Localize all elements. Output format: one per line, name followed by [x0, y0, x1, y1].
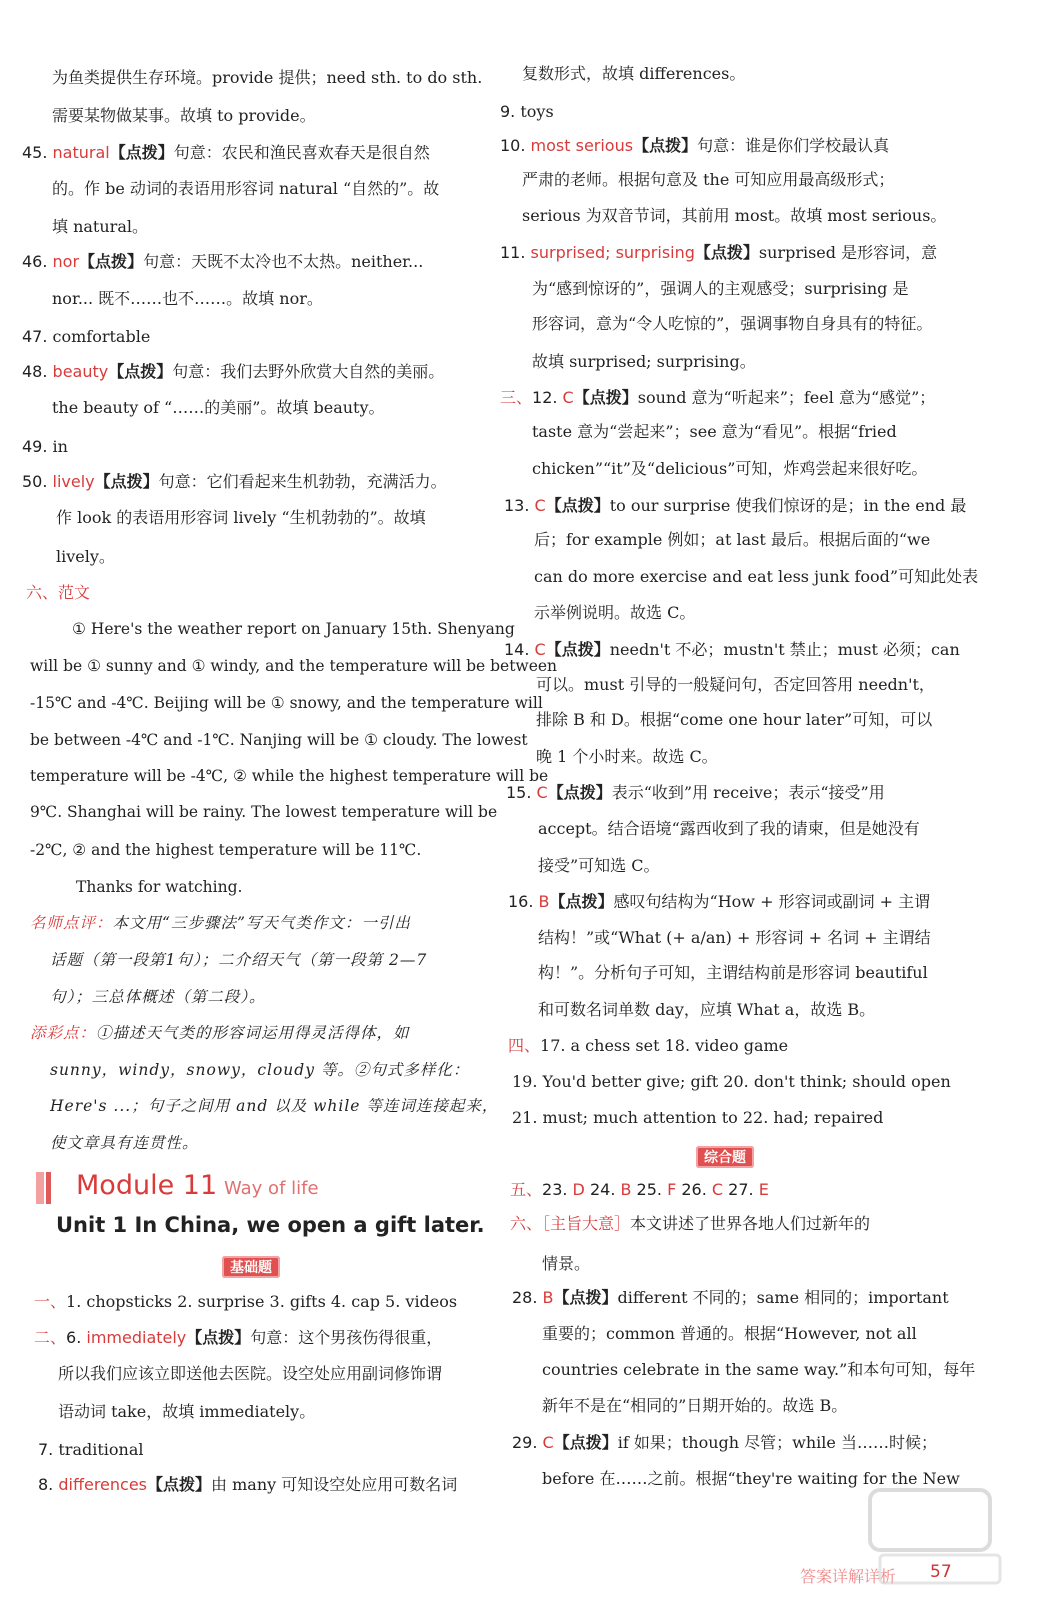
hint-tag: 【点拨】 — [547, 783, 612, 802]
line-text: lively。 — [56, 547, 115, 566]
text-line — [522, 64, 745, 84]
answer: lively — [52, 472, 95, 491]
text-line — [52, 289, 323, 309]
line-text: can do more exercise and eat less junk food”可知此处表 — [534, 567, 979, 586]
line-text: 使文章具有连贯性。 — [50, 1134, 199, 1152]
text-line — [50, 1096, 498, 1116]
line-text: if 如果；though 尽管；while 当……时候； — [617, 1433, 937, 1452]
line-text: toys — [520, 102, 554, 121]
text-line — [52, 398, 385, 418]
text-line — [500, 136, 889, 156]
line-text: 作 look 的表语用形容词 lively “生机勃勃的”。故填 — [56, 508, 426, 527]
line-text: 需要某物做某事。故填 to provide。 — [52, 106, 316, 125]
line-text: 本文讲述了世界各地人们过新年的 — [630, 1214, 871, 1233]
line-text: 19. You'd better give; gift 20. don't think; should open — [512, 1072, 951, 1091]
line-text: 句意：天既不太冷也不太热。neither... — [143, 252, 424, 271]
hint-tag: 【点拨】 — [545, 640, 610, 659]
text-line — [542, 1396, 847, 1416]
text-line — [52, 68, 482, 88]
hint-tag: 【点拨】 — [553, 1433, 618, 1452]
line-text: Here's ...；句子之间用 and 以及 while 等连词连接起来， — [50, 1097, 499, 1115]
line-text: 形容词，意为“令人吃惊的”，强调事物自身具有的特征。 — [532, 314, 933, 333]
section-number: 三、 — [500, 388, 533, 407]
hint-tag: 【点拨】 — [633, 136, 698, 155]
text-line — [22, 327, 150, 347]
hint-tag: 【点拨】 — [553, 1288, 618, 1307]
question-number: 27. — [728, 1180, 759, 1199]
module-bar-icon — [36, 1172, 44, 1204]
section-heading: 六、范文 — [26, 583, 91, 602]
text-line — [30, 730, 528, 750]
question-number: 25. — [636, 1180, 668, 1199]
text-line — [500, 388, 935, 408]
text-line — [538, 819, 920, 839]
text-line — [50, 950, 427, 970]
text-line — [542, 1360, 975, 1380]
text-line — [542, 1254, 590, 1274]
module-subtitle: Way of life — [224, 1178, 319, 1199]
line-text: accept。结合语境“露西收到了我的请柬，但是她没有 — [538, 819, 920, 838]
text-line — [52, 217, 148, 237]
text-line — [50, 1133, 199, 1153]
answer: B — [538, 892, 550, 911]
text-line — [504, 496, 966, 516]
answer: C — [534, 640, 546, 659]
text-line — [38, 1440, 143, 1460]
hint-tag: 【点拨】 — [186, 1328, 251, 1347]
answer: C — [534, 496, 546, 515]
line-text: 为“感到惊讶的”，强调人的主观感受；surprising 是 — [532, 279, 909, 298]
line-text: 排除 B 和 D。根据“come one hour later”可知，可以 — [536, 710, 933, 729]
text-line — [512, 1288, 949, 1308]
line-text: the beauty of “……的美丽”。故填 beauty。 — [52, 398, 385, 417]
text-line — [30, 913, 411, 933]
text-line — [504, 640, 960, 660]
hint-tag: 【点拨】 — [147, 1475, 212, 1494]
line-text: surprised 是形容词，意 — [758, 243, 938, 262]
question-number: 46. — [22, 252, 53, 271]
line-text: temperature will be -4℃, ② while the highest temperature will be — [30, 767, 549, 785]
section-number: 二、 — [34, 1328, 67, 1347]
section-number: 四、 — [508, 1036, 541, 1055]
line-text: serious 为双音节词，其前用 most。故填 most serious。 — [522, 206, 947, 225]
question-number: 48. — [22, 362, 53, 381]
text-line — [22, 472, 447, 492]
text-line — [34, 1292, 457, 1312]
question-number: 26. — [681, 1180, 712, 1199]
line-text: countries celebrate in the same way.”和本句可知，每年 — [542, 1360, 976, 1379]
hint-tag: 【点拨】 — [108, 362, 173, 381]
line-text: different 不同的；same 相同的；important — [617, 1288, 949, 1307]
answer: differences — [58, 1475, 148, 1494]
text-line — [30, 766, 548, 786]
answer: C — [542, 1433, 554, 1452]
line-text: 重要的；common 普通的。根据“However, not all — [542, 1324, 917, 1343]
question-number: 13. — [504, 496, 535, 515]
text-line — [512, 1072, 951, 1092]
note-label: 添彩点： — [30, 1024, 97, 1042]
line-text: 21. must; much attention to 22. had; repaired — [512, 1108, 884, 1127]
text-line — [30, 656, 557, 676]
text-line — [536, 675, 935, 695]
footer-label: 答案详解详析 — [800, 1567, 897, 1586]
line-text: 情景。 — [542, 1254, 591, 1273]
text-line — [532, 352, 756, 372]
line-text: 句意：谁是你们学校最认真 — [697, 136, 890, 155]
question-number: 6. — [66, 1328, 87, 1347]
line-text: 由 many 可知设空处应用可数名词 — [211, 1475, 458, 1494]
text-line — [538, 928, 931, 948]
line-text: 9℃. Shanghai will be rainy. The lowest temperature will be — [30, 803, 498, 821]
line-text: 17. a chess set 18. video game — [540, 1036, 789, 1055]
module-bar-accent — [46, 1172, 51, 1204]
text-line — [532, 422, 897, 442]
line-text: 句）；三总体概述（第二段）。 — [50, 988, 266, 1006]
text-line — [30, 693, 543, 713]
text-line — [510, 1214, 870, 1234]
question-number: 24. — [589, 1180, 621, 1199]
text-line — [38, 1475, 457, 1495]
answer: natural — [52, 143, 110, 162]
line-text: comfortable — [52, 327, 151, 346]
line-text: to our surprise 使我们惊讶的是；in the end 最 — [609, 496, 967, 515]
line-text: 和可数名词单数 day，应填 What a，故选 B。 — [538, 1000, 876, 1019]
text-line — [52, 179, 439, 199]
line-text: be between -4℃ and -1℃. Nanjing will be ① cloudy. The lowest — [30, 731, 528, 749]
line-text: 填 natural。 — [52, 217, 148, 236]
line-text: 话题（第一段第1句）；二介绍天气（第一段第 2—7 — [50, 951, 428, 969]
line-text: sound 意为“听起来”；feel 意为“感觉”； — [637, 388, 936, 407]
line-text: 严肃的老师。根据句意及 the 可知应用最高级形式； — [522, 170, 895, 189]
text-line — [538, 1000, 875, 1020]
text-line — [22, 252, 423, 272]
line-text: 后；for example 例如；at last 最后。根据后面的“we — [534, 530, 931, 549]
line-text: taste 意为“尝起来”；see 意为“看见”。根据“fried — [532, 422, 897, 441]
line-text: 为鱼类提供生存环境。provide 提供；need sth. to do sth. — [52, 68, 483, 87]
text-line — [58, 1364, 442, 1384]
hint-tag: 【点拨】 — [694, 243, 759, 262]
line-text: 感叹句结构为“How + 形容词或副词 + 主谓 — [613, 892, 931, 911]
hint-tag: 【点拨】 — [79, 252, 144, 271]
line-text: needn't 不必；mustn't 禁止；must 必须；can — [609, 640, 960, 659]
watermark-logo-icon — [840, 1470, 1010, 1590]
unit-title: Unit 1 In China, we open a gift later. — [56, 1213, 485, 1237]
text-line — [500, 243, 937, 263]
hint-tag: 【点拨】 — [94, 472, 159, 491]
hint-tag: 【点拨】 — [573, 388, 638, 407]
line-text: in — [52, 437, 68, 456]
question-number: 28. — [512, 1288, 543, 1307]
line-text: 构！”。分析句子可知，主谓结构前是形容词 beautiful — [538, 963, 928, 982]
line-text: 句意：农民和渔民喜欢春天是很自然 — [173, 143, 430, 162]
answer: surprised; surprising — [530, 243, 695, 262]
text-line — [56, 547, 115, 567]
line-text: 可以。must 引导的一般疑问句，否定回答用 needn't， — [536, 675, 935, 694]
line-text: sunny，windy，snowy，cloudy 等。②句式多样化： — [50, 1061, 470, 1079]
question-number: 14. — [504, 640, 535, 659]
answer: B — [542, 1288, 554, 1307]
line-text: 表示“收到”用 receive；表示“接受”用 — [611, 783, 885, 802]
text-line — [50, 987, 266, 1007]
text-line — [512, 1433, 937, 1453]
line-text: 句意：它们看起来生机勃勃，充满活力。 — [158, 472, 447, 491]
text-line — [22, 437, 68, 457]
line-text: 1. chopsticks 2. surprise 3. gifts 4. cap 5. videos — [66, 1292, 458, 1311]
text-line — [522, 206, 946, 226]
line-text: ①描述天气类的形容词运用得灵活得体，如 — [96, 1024, 410, 1042]
line-text: 新年不是在“相同的”日期开始的。故选 B。 — [542, 1396, 848, 1415]
answer: immediately — [86, 1328, 187, 1347]
question-number: 7. — [38, 1440, 59, 1459]
question-number: 11. — [500, 243, 531, 262]
text-line — [532, 459, 927, 479]
section-number: 六、 — [510, 1214, 543, 1233]
text-line — [72, 619, 515, 639]
question-number: 16. — [508, 892, 539, 911]
text-line — [508, 892, 930, 912]
line-text: -15℃ and -4℃. Beijing will be ① snowy, and the temperature will — [30, 694, 543, 712]
answer-row — [510, 1180, 769, 1200]
question-number: 8. — [38, 1475, 59, 1494]
question-number: 47. — [22, 327, 53, 346]
line-text: before 在……之前。根据“they're waiting for the New — [542, 1469, 960, 1488]
line-text: 语动词 take，故填 immediately。 — [58, 1402, 316, 1421]
text-line — [532, 314, 932, 334]
comprehensive-badge: 综合题 — [696, 1146, 754, 1168]
line-text: 句意：我们去野外欣赏大自然的美丽。 — [172, 362, 445, 381]
question-number: 29. — [512, 1433, 543, 1452]
line-text: chicken”“it”及“delicious”可知，炸鸡尝起来很好吃。 — [532, 459, 928, 478]
text-line — [522, 170, 894, 190]
hint-tag: 【点拨】 — [549, 892, 614, 911]
text-line — [22, 362, 444, 382]
text-line — [30, 1023, 410, 1043]
answer: C — [536, 783, 548, 802]
line-text: traditional — [58, 1440, 144, 1459]
text-line — [534, 567, 978, 587]
text-line — [56, 508, 426, 528]
text-line — [500, 102, 554, 122]
answer: E — [758, 1180, 769, 1199]
line-text: nor... 既不……也不……。故填 nor。 — [52, 289, 323, 308]
line-text: 的。作 be 动词的表语用形容词 natural “自然的”。故 — [52, 179, 440, 198]
line-text: 句意：这个男孩伤得很重， — [250, 1328, 443, 1347]
question-number: 50. — [22, 472, 53, 491]
text-line — [34, 1328, 442, 1348]
note-label: 名师点评： — [30, 914, 113, 932]
section-number: 一、 — [34, 1292, 67, 1311]
answer: B — [620, 1180, 637, 1199]
question-number: 45. — [22, 143, 53, 162]
answer: F — [667, 1180, 682, 1199]
question-number: 15. — [506, 783, 537, 802]
line-text: 所以我们应该立即送他去医院。设空处应用副词修饰谓 — [58, 1364, 443, 1383]
text-line — [538, 963, 928, 983]
text-line — [22, 143, 430, 163]
text-line — [506, 783, 885, 803]
text-line — [538, 856, 660, 876]
question-number: 10. — [500, 136, 531, 155]
text-line — [536, 710, 932, 730]
text-line — [58, 1402, 315, 1422]
section-number: 五、 — [510, 1180, 543, 1199]
text-line — [512, 1108, 883, 1128]
answer: C — [562, 388, 574, 407]
text-line — [30, 802, 497, 822]
line-text: Thanks for watching. — [76, 878, 243, 896]
line-text: -2℃, ② and the highest temperature will be 11℃. — [30, 841, 422, 859]
line-text: 接受”可知选 C。 — [538, 856, 660, 875]
line-text: 晚 1 个小时来。故选 C。 — [536, 747, 718, 766]
page-number: 57 — [930, 1562, 952, 1582]
answer: D — [572, 1180, 590, 1199]
question-number: 49. — [22, 437, 53, 456]
text-line — [532, 279, 909, 299]
line-text: ① Here's the weather report on January 15th. Shenyang — [72, 620, 515, 638]
basic-badge: 基础题 — [222, 1256, 280, 1278]
module-title: Module 11 — [76, 1170, 218, 1201]
text-line — [542, 1324, 917, 1344]
text-line — [30, 840, 421, 860]
answer: most serious — [530, 136, 634, 155]
text-line — [534, 530, 930, 550]
text-line — [50, 1060, 469, 1080]
answer: nor — [52, 252, 80, 271]
line-text: 示举例说明。故选 C。 — [534, 603, 696, 622]
text-line — [508, 1036, 788, 1056]
line-text: 结构！”或“What (+ a/an) + 形容词 + 名词 + 主谓结 — [538, 928, 931, 947]
line-text: 本文用“三步骤法”写天气类作文：一引出 — [112, 914, 411, 932]
text-line — [534, 603, 695, 623]
question-number: 12. — [532, 388, 563, 407]
answer: C — [711, 1180, 729, 1199]
text-line — [52, 106, 316, 126]
line-text: 复数形式，故填 differences。 — [522, 64, 746, 83]
line-text: 故填 surprised; surprising。 — [532, 352, 756, 371]
answer: beauty — [52, 362, 109, 381]
text-line — [536, 747, 718, 767]
question-number: 9. — [500, 102, 521, 121]
hint-tag: 【点拨】 — [545, 496, 610, 515]
hint-tag: 【点拨】 — [109, 143, 174, 162]
question-number: 23. — [542, 1180, 573, 1199]
text-line — [76, 877, 242, 897]
note-label: ［主旨大意］ — [542, 1214, 631, 1233]
line-text: will be ① sunny and ① windy, and the temperature will be between — [30, 657, 558, 675]
